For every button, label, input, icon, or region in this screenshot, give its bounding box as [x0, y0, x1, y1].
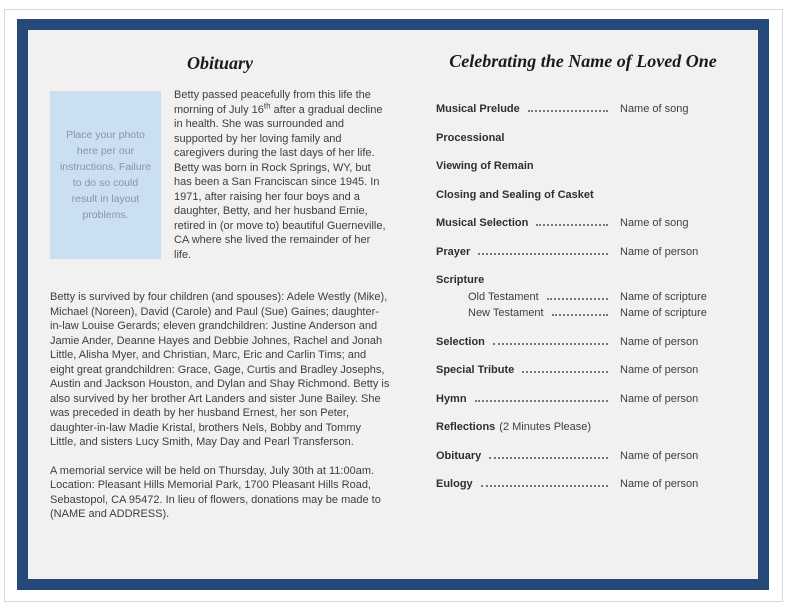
program-item-note: (2 Minutes Please)	[499, 421, 592, 433]
program-item-value: Name of scripture	[620, 307, 707, 319]
ordinal-superscript: th	[263, 100, 271, 110]
dotted-leader	[522, 371, 608, 373]
program-subrow	[436, 306, 730, 321]
obituary-paragraph-2: Betty is survived by four children (and spouses): Adele Westly (Mike), Michael (Noreen), David (Carole) and Paul (Sue) Gaines; daughter-in-law Louise Gerards; eleven grandchildren: Justine Anderson and Jamie Ander, Deanne Hayes and Debbie Johnes, Rachel and Jonah Little, Alisha Myer, and Christian, Marc, Eric and Carlin Tims; and eight great grandchildren: Grace, Gage, Curtis and Bradley Josephs, Austin and Jackson Houston, and Dylan and Shay Richmond. Betty is also survived by her brother Art Landers and sister June Bailey. She was preceded in death by her husband Ernest, her son Peter, daughter-in-law Madie Kristal, brothers Nels, Bobby and Tommy Little, and sisters Lucy Smith, May Day and Pearl Transferson.	[50, 291, 390, 448]
photo-placeholder-text: Place your photo here per our instructions. Failure to do so could result in layout problems.	[59, 129, 152, 221]
program-item-value: Name of person	[620, 364, 699, 376]
obituary-paragraph-1-rest: after a gradual decline in health. She was surrounded and supported by her loving family and caregivers during the last days of her life. Betty was born in Rock Springs, WY, but has been a San Franciscan since 1945. In 1971, after raising her four boys and a daughter, Betty, and her husband Ernie, retired in (or move to) beautiful Guerneville, CA where she lived the remainder of her life.	[174, 103, 386, 261]
program-item-label: Processional	[436, 131, 505, 144]
program-item-value: Name of person	[620, 478, 699, 490]
program-row	[436, 335, 730, 350]
program-row	[436, 245, 730, 260]
obituary-paragraph-1-start: Betty passed peacefully from this life the morning of July 16	[174, 89, 371, 116]
navy-border-frame	[17, 19, 769, 590]
dotted-leader	[481, 485, 608, 487]
obituary-paragraph-3: A memorial service will be held on Thursday, July 30th at 11:00am. Location: Pleasant Hills Memorial Park, 1700 Pleasant Hills Road, Sebastopol, CA 95472. In lieu of flowers, donations may be made to (NAME and ADDRESS).	[50, 464, 381, 520]
program-row	[436, 392, 730, 407]
service-order-column	[390, 30, 758, 579]
program-page	[4, 9, 783, 602]
program-item-label: Prayer	[436, 245, 471, 258]
program-row	[436, 420, 730, 435]
program-row	[436, 131, 730, 146]
program-list	[436, 102, 730, 492]
dotted-leader	[493, 343, 608, 345]
dotted-leader	[552, 314, 608, 316]
photo-placeholder	[50, 91, 161, 259]
program-item-value: Name of person	[620, 335, 699, 348]
program-subrow	[436, 290, 730, 305]
program-item-value: Name of song	[620, 103, 689, 115]
program-item-value: Name of song	[620, 217, 689, 229]
page-content	[28, 30, 758, 579]
program-item-label: Musical Selection	[436, 217, 529, 229]
dotted-leader	[478, 253, 608, 255]
obituary-heading: Obituary	[186, 53, 253, 73]
program-row	[436, 477, 730, 492]
dotted-leader	[489, 457, 608, 459]
program-item-label: Selection	[436, 335, 485, 348]
program-item-label: Eulogy	[436, 478, 473, 490]
program-row	[436, 102, 730, 117]
program-item-label: Special Tribute	[436, 364, 515, 376]
obituary-column	[28, 30, 390, 579]
program-item-label: Viewing of Remain	[436, 160, 534, 172]
program-row	[436, 188, 730, 203]
program-item-value: Name of person	[620, 449, 699, 462]
program-row	[436, 216, 730, 231]
dotted-leader	[547, 298, 608, 300]
program-item-value: Name of person	[620, 245, 699, 258]
program-item-label: Musical Prelude	[436, 103, 520, 115]
program-item-value: Name of person	[620, 392, 699, 405]
program-item-label: Scripture	[436, 274, 485, 286]
dotted-leader	[536, 224, 608, 226]
program-row	[436, 449, 730, 464]
program-row	[436, 363, 730, 378]
program-row	[436, 159, 730, 174]
program-item-label: Obituary	[436, 449, 482, 462]
program-row	[436, 273, 730, 288]
dotted-leader	[528, 110, 608, 112]
program-item-label: Old Testament	[468, 291, 539, 303]
program-item-label: Hymn	[436, 392, 467, 405]
program-item-label: Closing and Sealing of Casket	[436, 188, 594, 201]
program-item-value: Name of scripture	[620, 291, 707, 303]
program-item-label: New Testament	[468, 307, 544, 319]
scripture-subgroup	[436, 290, 730, 321]
program-item-label: Reflections	[436, 421, 496, 433]
dotted-leader	[475, 400, 608, 402]
celebration-heading: Celebrating the Name of Loved One	[449, 51, 717, 71]
